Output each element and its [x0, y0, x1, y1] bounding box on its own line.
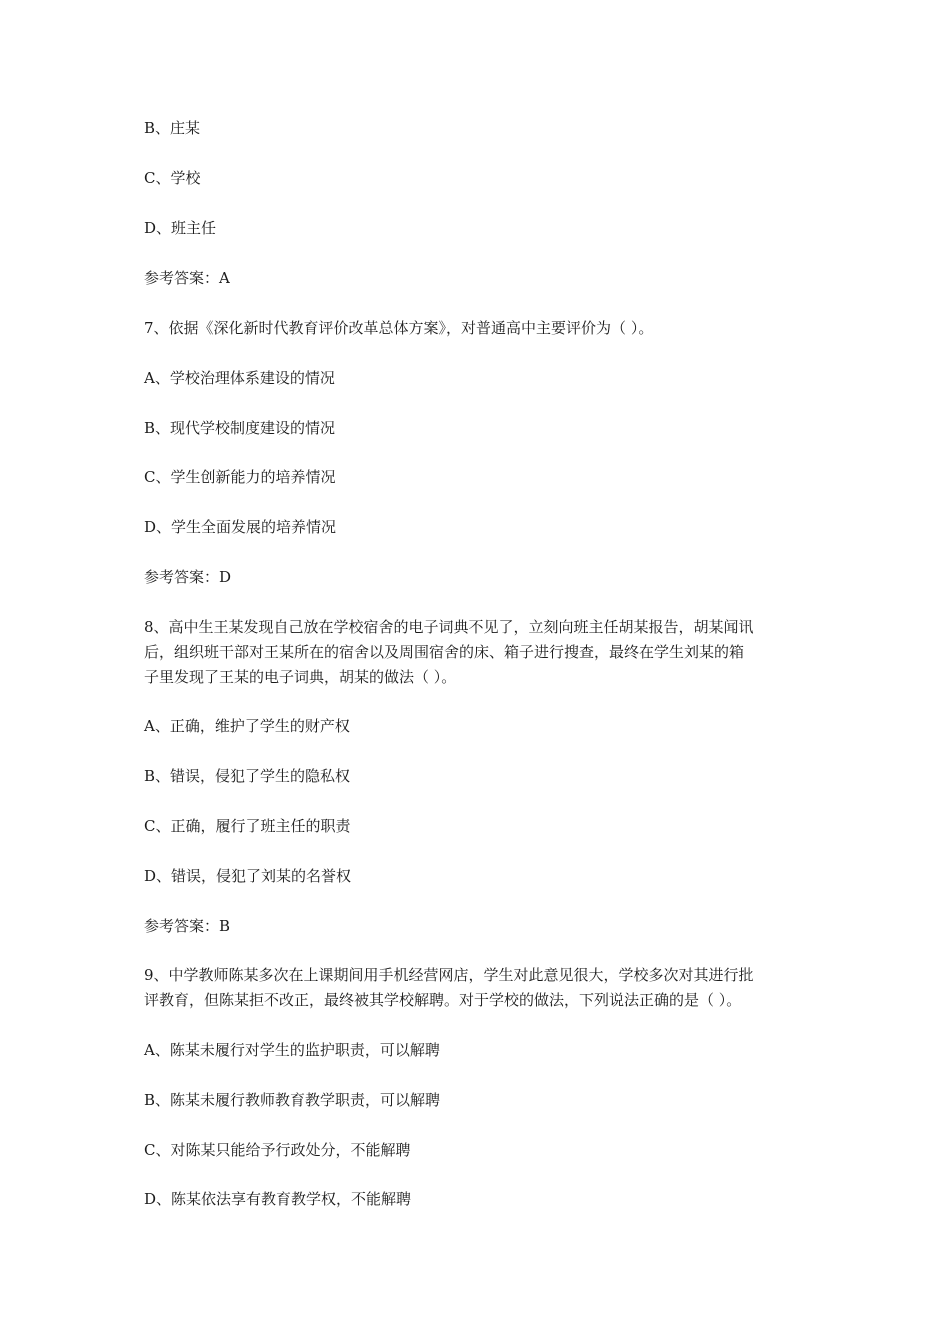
question-8-option-b: B、错误，侵犯了学生的隐私权	[144, 767, 351, 785]
option-c: C、学校	[144, 169, 201, 187]
question-9-option-c: C、对陈某只能给予行政处分，不能解聘	[144, 1141, 411, 1159]
question-8-option-a: A、正确，维护了学生的财产权	[144, 717, 350, 735]
question-7-option-d: D、学生全面发展的培养情况	[144, 518, 337, 536]
question-7-answer: 参考答案：D	[144, 568, 232, 586]
question-8-stem-line-3: 子里发现了王某的电子词典，胡某的做法（ ）。	[144, 668, 457, 686]
question-8-answer: 参考答案：B	[144, 917, 231, 935]
question-8-stem-line-1: 8、高中生王某发现自己放在学校宿舍的电子词典不见了，立刻向班主任胡某报告，胡某闻讯	[144, 618, 754, 636]
option-d: D、班主任	[144, 219, 217, 237]
question-9-option-d: D、陈某依法享有教育教学权，不能解聘	[144, 1190, 412, 1208]
question-9-stem-line-2: 评教育，但陈某拒不改正，最终被其学校解聘。对于学校的做法，下列说法正确的是（ ）。	[144, 991, 742, 1009]
answer-line: 参考答案：A	[144, 269, 230, 287]
question-7-option-a: A、学校治理体系建设的情况	[144, 369, 335, 387]
question-7-option-c: C、学生创新能力的培养情况	[144, 468, 336, 486]
option-b: B、庄某	[144, 119, 201, 137]
question-9-option-b: B、陈某未履行教师教育教学职责，可以解聘	[144, 1091, 441, 1109]
question-7-option-b: B、现代学校制度建设的情况	[144, 419, 336, 437]
question-9-stem-line-1: 9、中学教师陈某多次在上课期间用手机经营网店，学生对此意见很大，学校多次对其进行批	[144, 966, 754, 984]
question-8-option-d: D、错误，侵犯了刘某的名誉权	[144, 867, 352, 885]
question-9-option-a: A、陈某未履行对学生的监护职责，可以解聘	[144, 1041, 440, 1059]
question-7-stem: 7、依据《深化新时代教育评价改革总体方案》，对普通高中主要评价为（ ）。	[144, 319, 654, 337]
question-8-option-c: C、正确，履行了班主任的职责	[144, 817, 351, 835]
question-8-stem-line-2: 后，组织班干部对王某所在的宿舍以及周围宿舍的床、箱子进行搜查，最终在学生刘某的箱	[144, 643, 745, 661]
